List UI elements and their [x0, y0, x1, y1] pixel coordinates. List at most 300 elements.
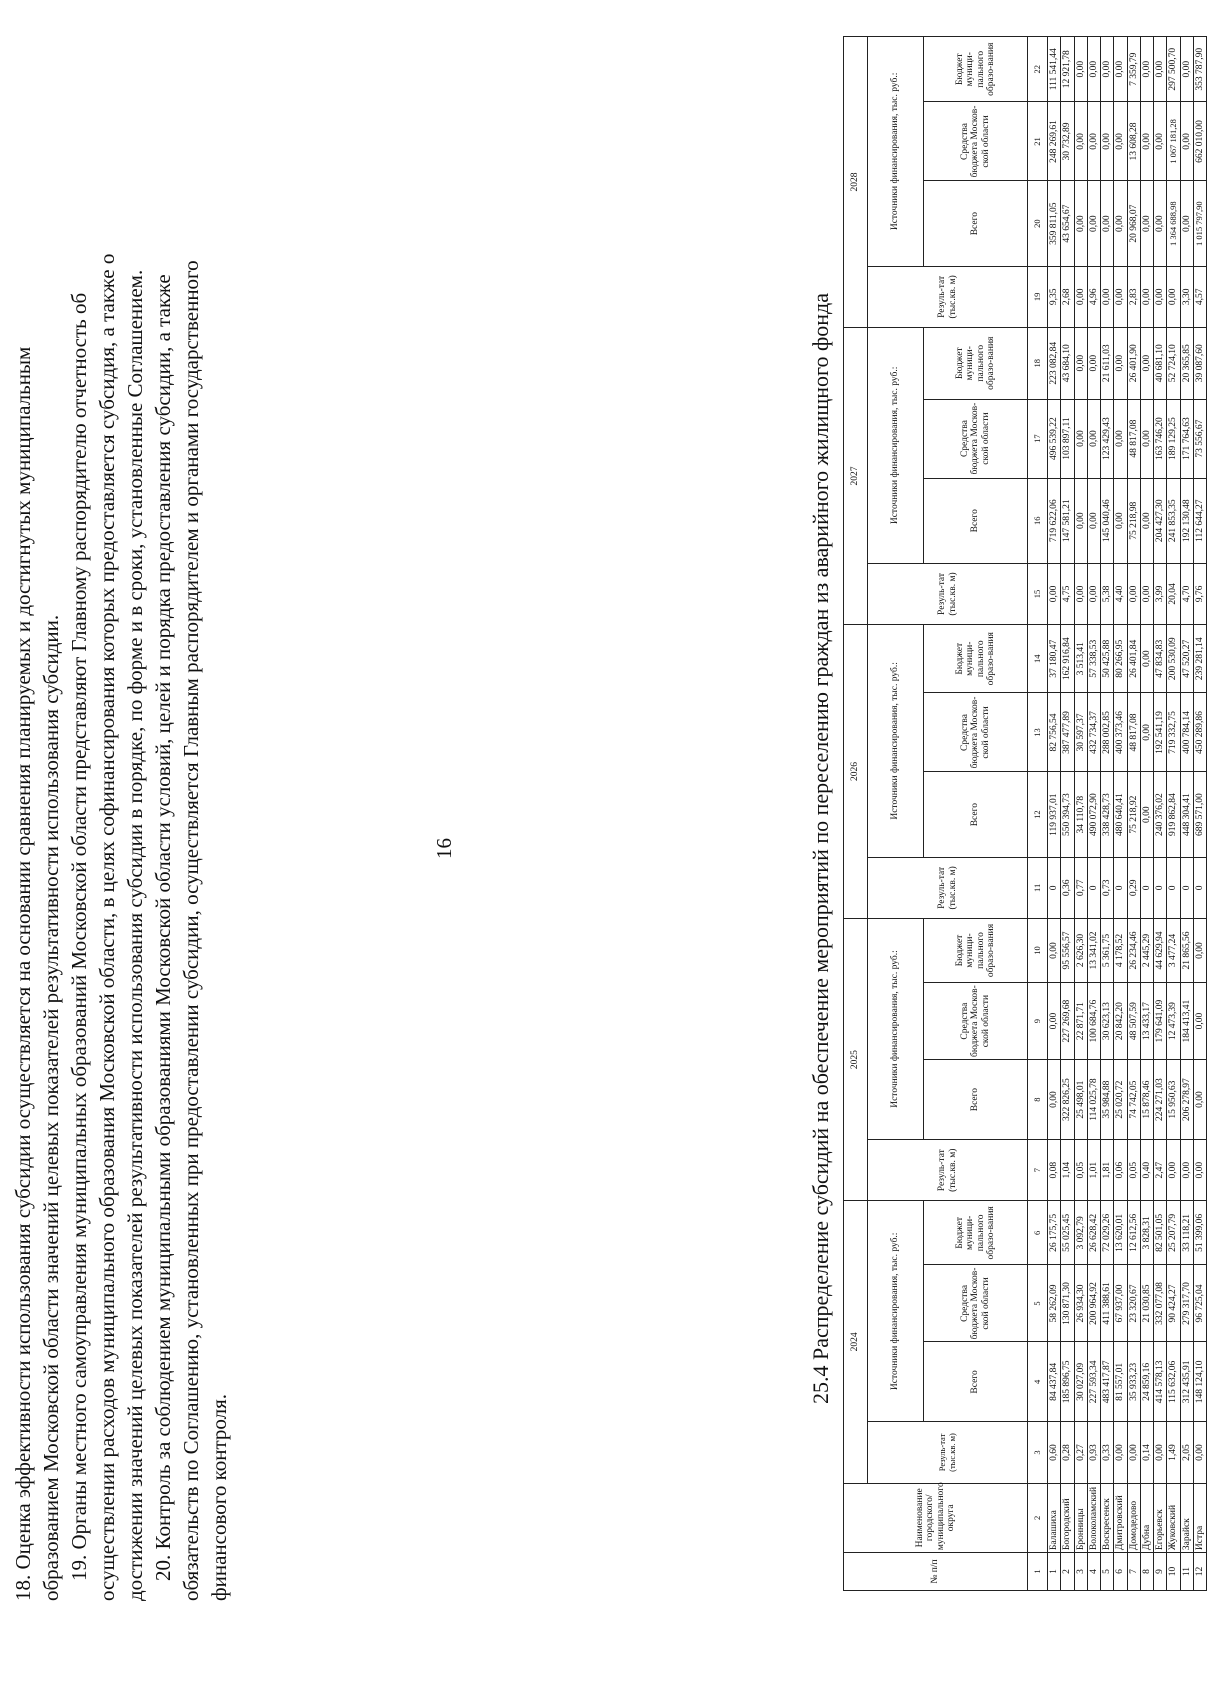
row-no: 11 — [1180, 1553, 1193, 1591]
table-cell: 52 724,10 — [1167, 327, 1180, 399]
table-cell: 15 950,63 — [1167, 1060, 1180, 1140]
table-cell: 0,00 — [1154, 1422, 1167, 1483]
table-cell: 353 787,90 — [1193, 37, 1206, 102]
table-cell: 0,00 — [1114, 399, 1127, 478]
row-no: 12 — [1193, 1553, 1206, 1591]
header-sources: Источники финансирования, тыс. руб.: — [868, 918, 924, 1139]
table-cell: 448 304,41 — [1180, 772, 1193, 857]
table-cell: 35 933,23 — [1127, 1342, 1140, 1422]
row-name: Балашиха — [1048, 1483, 1061, 1553]
row-name: Воскресенск — [1101, 1483, 1114, 1553]
table-cell: 3 092,79 — [1074, 1201, 1087, 1265]
table-cell: 189 129,25 — [1167, 399, 1180, 478]
table-cell: 0,14 — [1140, 1422, 1153, 1483]
column-number: 10 — [1028, 918, 1048, 982]
table-cell: 2,05 — [1180, 1422, 1193, 1483]
table-cell: 0,00 — [1127, 1422, 1140, 1483]
table-cell: 26 628,42 — [1087, 1201, 1100, 1265]
header-region-budget: Средства бюджета Москов-ской области — [924, 983, 1028, 1060]
table-cell: 0,00 — [1167, 266, 1180, 327]
column-number: 1 — [1028, 1553, 1048, 1591]
table-cell: 1 067 181,28 — [1167, 102, 1180, 181]
row-name: Бронницы — [1074, 1483, 1087, 1553]
column-number: 8 — [1028, 1060, 1048, 1140]
table-cell: 37 180,47 — [1048, 624, 1061, 692]
table-cell: 0,00 — [1140, 181, 1153, 266]
table-cell: 387 477,89 — [1061, 693, 1074, 772]
row-no: 7 — [1127, 1553, 1140, 1591]
table-cell: 148 124,10 — [1193, 1342, 1206, 1422]
table-cell: 0,36 — [1061, 857, 1074, 918]
table-cell: 0,00 — [1193, 1140, 1206, 1201]
table-cell: 43 684,10 — [1061, 327, 1074, 399]
header-region-budget: Средства бюджета Москов-ской области — [924, 102, 1028, 181]
table-cell: 20 968,07 — [1127, 181, 1140, 266]
table-cell: 33 118,21 — [1180, 1201, 1193, 1265]
table-cell: 123 429,43 — [1101, 399, 1114, 478]
table-cell: 206 278,97 — [1180, 1060, 1193, 1140]
table-cell: 57 338,53 — [1087, 624, 1100, 692]
column-number: 7 — [1028, 1140, 1048, 1201]
table-cell: 13 341,02 — [1087, 918, 1100, 982]
header-total: Всего — [924, 1060, 1028, 1140]
table-cell: 239 281,14 — [1193, 624, 1206, 692]
table-cell: 400 373,46 — [1114, 693, 1127, 772]
table-cell: 0,00 — [1140, 102, 1153, 181]
table-cell: 1,04 — [1061, 1140, 1074, 1201]
table-row — [1180, 37, 1193, 1591]
table-cell: 5 361,75 — [1101, 918, 1114, 982]
table-cell: 0,05 — [1074, 1140, 1087, 1201]
table-cell: 40 681,10 — [1154, 327, 1167, 399]
subsidy-distribution-table — [843, 36, 1207, 1591]
table-cell: 0,05 — [1127, 1140, 1140, 1201]
table-cell: 0,00 — [1048, 563, 1061, 624]
table-row — [1154, 37, 1167, 1591]
table-cell: 0,00 — [1180, 181, 1193, 266]
column-number: 5 — [1028, 1265, 1048, 1342]
table-cell: 20 842,20 — [1114, 983, 1127, 1060]
column-number: 18 — [1028, 327, 1048, 399]
row-name: Дмитровский — [1114, 1483, 1127, 1553]
table-cell: 0,06 — [1114, 1140, 1127, 1201]
table-cell: 919 862,84 — [1167, 772, 1180, 857]
row-no: 2 — [1061, 1553, 1074, 1591]
table-cell: 359 811,05 — [1048, 181, 1061, 266]
table-cell: 411 388,61 — [1101, 1265, 1114, 1342]
row-name: Зарайск — [1180, 1483, 1193, 1553]
table-cell: 223 082,84 — [1048, 327, 1061, 399]
table-cell: 103 897,11 — [1061, 399, 1074, 478]
table-cell: 12 473,39 — [1167, 983, 1180, 1060]
table-cell: 84 437,84 — [1048, 1342, 1061, 1422]
row-name: Богородский — [1061, 1483, 1074, 1553]
table-cell: 0,00 — [1114, 1422, 1127, 1483]
table-cell: 2 445,29 — [1140, 918, 1153, 982]
header-region-budget: Средства бюджета Москов-ской области — [924, 399, 1028, 478]
table-row — [1101, 37, 1114, 1591]
table-cell: 2,47 — [1154, 1140, 1167, 1201]
table-cell: 0 — [1193, 857, 1206, 918]
table-cell: 147 581,21 — [1061, 478, 1074, 563]
table-cell: 0,00 — [1154, 266, 1167, 327]
row-no: 4 — [1087, 1553, 1100, 1591]
table-cell: 0,93 — [1087, 1422, 1100, 1483]
table-cell: 550 394,73 — [1061, 772, 1074, 857]
header-total: Всего — [924, 478, 1028, 563]
table-cell: 26 175,75 — [1048, 1201, 1061, 1265]
header-year: 2027 — [844, 327, 868, 624]
header-result: Резуль-тат (тыс.кв. м) — [868, 1140, 1028, 1201]
table-cell: 288 002,85 — [1101, 693, 1114, 772]
table-cell: 185 896,75 — [1061, 1342, 1074, 1422]
column-number: 11 — [1028, 857, 1048, 918]
table-cell: 0,00 — [1101, 102, 1114, 181]
column-number: 13 — [1028, 693, 1048, 772]
table-cell: 0 — [1140, 857, 1153, 918]
column-number: 3 — [1028, 1422, 1048, 1483]
paragraph-19-line-1: 19. Органы местного самоуправления муниципальных образований Московской области представляют Главному распорядителю отчетность об — [67, 292, 91, 1581]
table-cell: 48 507,59 — [1127, 983, 1140, 1060]
column-number: 21 — [1028, 102, 1048, 181]
table-cell: 200 530,09 — [1167, 624, 1180, 692]
row-no: 8 — [1140, 1553, 1153, 1591]
table-cell: 0,00 — [1074, 37, 1087, 102]
table-cell: 0,00 — [1114, 102, 1127, 181]
section-title: 25.4 Распределение субсидий на обеспечение мероприятий по переселению граждан из аварийного жилищного фонда — [808, 293, 833, 1404]
table-cell: 130 871,30 — [1061, 1265, 1074, 1342]
table-cell: 4,96 — [1087, 266, 1100, 327]
table-cell: 26 234,46 — [1127, 918, 1140, 982]
header-name: Наименование городского/ муниципального округа — [844, 1483, 1028, 1553]
table-cell: 0,33 — [1101, 1422, 1114, 1483]
table-cell: 1 364 688,98 — [1167, 181, 1180, 266]
row-name: Домодедово — [1127, 1483, 1140, 1553]
header-sources: Источники финансирования, тыс. руб.: — [868, 1201, 924, 1422]
table-cell: 111 541,44 — [1048, 37, 1061, 102]
table-cell: 4,70 — [1180, 563, 1193, 624]
table-cell: 1 015 797,90 — [1193, 181, 1206, 266]
column-number: 17 — [1028, 399, 1048, 478]
table-cell: 0 — [1154, 857, 1167, 918]
table-cell: 47 834,83 — [1154, 624, 1167, 692]
table-cell: 82 756,54 — [1048, 693, 1061, 772]
header-region-budget: Средства бюджета Москов-ской области — [924, 693, 1028, 772]
header-municipal-budget: Бюджет муници-пального образо-вания — [924, 624, 1028, 692]
table-cell: 192 130,48 — [1180, 478, 1193, 563]
table-cell: 332 077,08 — [1154, 1265, 1167, 1342]
table-cell: 227 593,34 — [1087, 1342, 1100, 1422]
table-cell: 662 010,00 — [1193, 102, 1206, 181]
table-cell: 75 218,98 — [1127, 478, 1140, 563]
table-cell: 47 520,27 — [1180, 624, 1193, 692]
table-cell: 338 428,73 — [1101, 772, 1114, 857]
table-cell: 162 916,84 — [1061, 624, 1074, 692]
header-municipal-budget: Бюджет муници-пального образо-вания — [924, 918, 1028, 982]
table-cell: 82 501,05 — [1154, 1201, 1167, 1265]
table-cell: 145 040,46 — [1101, 478, 1114, 563]
table-row — [1167, 37, 1180, 1591]
table-cell: 0,00 — [1074, 478, 1087, 563]
table-cell: 3 513,41 — [1074, 624, 1087, 692]
table-cell: 312 435,91 — [1180, 1342, 1193, 1422]
column-number: 2 — [1028, 1483, 1048, 1553]
table-cell: 0,00 — [1154, 37, 1167, 102]
column-number: 14 — [1028, 624, 1048, 692]
table-row — [1140, 37, 1153, 1591]
table-cell: 171 764,63 — [1180, 399, 1193, 478]
table-cell: 0,00 — [1087, 102, 1100, 181]
row-name: Егорьевск — [1154, 1483, 1167, 1553]
table-cell: 689 571,00 — [1193, 772, 1206, 857]
table-cell: 0,00 — [1167, 1140, 1180, 1201]
header-region-budget: Средства бюджета Москов-ской области — [924, 1265, 1028, 1342]
header-result: Резуль-тат (тыс.кв. м) — [868, 857, 1028, 918]
table-cell: 50 425,88 — [1101, 624, 1114, 692]
row-name: Жуковский — [1167, 1483, 1180, 1553]
table-cell: 0,00 — [1193, 1422, 1206, 1483]
table-cell: 39 087,60 — [1193, 327, 1206, 399]
table-cell: 192 541,19 — [1154, 693, 1167, 772]
header-municipal-budget: Бюджет муници-пального образо-вания — [924, 37, 1028, 102]
row-no: 5 — [1101, 1553, 1114, 1591]
table-cell: 163 746,20 — [1154, 399, 1167, 478]
table-cell: 30 597,37 — [1074, 693, 1087, 772]
table-cell: 0,00 — [1154, 181, 1167, 266]
table-cell: 0,00 — [1140, 266, 1153, 327]
table-cell: 0,00 — [1114, 266, 1127, 327]
table-cell: 0,27 — [1074, 1422, 1087, 1483]
column-number: 16 — [1028, 478, 1048, 563]
table-cell: 483 417,87 — [1101, 1342, 1114, 1422]
table-cell: 25 207,79 — [1167, 1201, 1180, 1265]
table-cell: 7 359,79 — [1127, 37, 1140, 102]
table-cell: 0 — [1180, 857, 1193, 918]
table-header — [844, 37, 1048, 1591]
page-number: 16 — [432, 838, 456, 859]
column-number: 12 — [1028, 772, 1048, 857]
table-cell: 3 828,31 — [1140, 1201, 1153, 1265]
table-cell: 0,00 — [1193, 983, 1206, 1060]
table-cell: 114 025,78 — [1087, 1060, 1100, 1140]
header-result: Резуль-тат (тыс.кв. м) — [868, 1422, 1028, 1483]
table-cell: 0,60 — [1048, 1422, 1061, 1483]
table-cell: 25 498,01 — [1074, 1060, 1087, 1140]
table-cell: 26 401,90 — [1127, 327, 1140, 399]
paragraph-18-line-1: 18. Оценка эффективности использования субсидии осуществляется на основании сравнения планируемых и достигнутых муниципальным — [11, 346, 35, 1601]
table-cell: 95 556,57 — [1061, 918, 1074, 982]
column-number: 15 — [1028, 563, 1048, 624]
table-cell: 0,00 — [1074, 266, 1087, 327]
table-cell: 35 984,88 — [1101, 1060, 1114, 1140]
table-cell: 90 424,27 — [1167, 1265, 1180, 1342]
table-cell: 100 684,76 — [1087, 983, 1100, 1060]
table-cell: 48 817,08 — [1127, 693, 1140, 772]
table-cell: 24 859,16 — [1140, 1342, 1153, 1422]
table-cell: 0,00 — [1180, 102, 1193, 181]
table-cell: 0,00 — [1087, 181, 1100, 266]
table-cell: 400 784,14 — [1180, 693, 1193, 772]
header-total: Всего — [924, 181, 1028, 266]
table-cell: 0,00 — [1140, 772, 1153, 857]
table-cell: 297 500,70 — [1167, 37, 1180, 102]
table-cell: 3,99 — [1154, 563, 1167, 624]
table-cell: 0,28 — [1061, 1422, 1074, 1483]
table-cell: 224 271,03 — [1154, 1060, 1167, 1140]
header-municipal-budget: Бюджет муници-пального образо-вания — [924, 327, 1028, 399]
table-cell: 248 269,61 — [1048, 102, 1061, 181]
table-cell: 0 — [1087, 857, 1100, 918]
table-cell: 0,00 — [1193, 1060, 1206, 1140]
table-cell: 204 427,30 — [1154, 478, 1167, 563]
table-cell: 0,00 — [1140, 478, 1153, 563]
table-cell: 0,00 — [1114, 37, 1127, 102]
table-cell: 3 477,24 — [1167, 918, 1180, 982]
table-cell: 0,00 — [1140, 399, 1153, 478]
table-cell: 322 826,25 — [1061, 1060, 1074, 1140]
table-cell: 0,00 — [1101, 181, 1114, 266]
header-result: Резуль-тат (тыс.кв. м) — [868, 563, 1028, 624]
table-cell: 2,83 — [1127, 266, 1140, 327]
table-cell: 0,00 — [1087, 37, 1100, 102]
paragraph-20-line-2: обязательств по Соглашению, установленных при предоставлении субсидии, осуществляется Главным распорядителем и органами государственного — [179, 260, 203, 1601]
table-cell: 1,81 — [1101, 1140, 1114, 1201]
table-cell: 115 632,06 — [1167, 1342, 1180, 1422]
table-cell: 241 853,35 — [1167, 478, 1180, 563]
column-number: 4 — [1028, 1342, 1048, 1422]
header-no: № п/п — [844, 1553, 1028, 1591]
table-cell: 200 964,92 — [1087, 1265, 1100, 1342]
table-cell: 0,00 — [1140, 563, 1153, 624]
table-cell: 0,00 — [1180, 37, 1193, 102]
table-cell: 480 640,41 — [1114, 772, 1127, 857]
row-no: 6 — [1114, 1553, 1127, 1591]
table-cell: 1,49 — [1167, 1422, 1180, 1483]
table-cell: 30 623,13 — [1101, 983, 1114, 1060]
table-cell: 2,68 — [1061, 266, 1074, 327]
table-cell: 719 332,75 — [1167, 693, 1180, 772]
paragraph-19-line-2: осуществлении расходов муниципального образования Московской области, в целях софинансирования которых предоставляется субсидия, а также о — [95, 253, 119, 1601]
table-cell: 12 921,78 — [1061, 37, 1074, 102]
table-cell: 21 865,56 — [1180, 918, 1193, 982]
table-cell: 0,00 — [1101, 266, 1114, 327]
table-cell: 179 641,09 — [1154, 983, 1167, 1060]
table-cell: 450 289,86 — [1193, 693, 1206, 772]
table-row — [1127, 37, 1140, 1591]
row-no: 3 — [1074, 1553, 1087, 1591]
table-cell: 21 030,85 — [1140, 1265, 1153, 1342]
table-cell: 0,40 — [1140, 1140, 1153, 1201]
row-name: Дубна — [1140, 1483, 1153, 1553]
header-sources: Источники финансирования, тыс. руб.: — [868, 37, 924, 267]
table-cell: 81 557,01 — [1114, 1342, 1127, 1422]
paragraph-19-line-3: достижении значений целевых показателей результативности использования субсидии в порядке, по форме и в сроки, установленные Соглашением. — [123, 269, 147, 1601]
table-cell: 9,35 — [1048, 266, 1061, 327]
table-cell: 67 937,00 — [1114, 1265, 1127, 1342]
table-cell: 0,00 — [1087, 399, 1100, 478]
table-body — [1048, 37, 1207, 1591]
table-cell: 0,00 — [1114, 181, 1127, 266]
row-name: Волоколамский — [1087, 1483, 1100, 1553]
table-cell: 20 365,85 — [1180, 327, 1193, 399]
table-cell: 34 110,78 — [1074, 772, 1087, 857]
table-cell: 58 262,09 — [1048, 1265, 1061, 1342]
table-cell: 0,00 — [1180, 1140, 1193, 1201]
table-cell: 22 871,71 — [1074, 983, 1087, 1060]
table-cell: 719 622,06 — [1048, 478, 1061, 563]
table-cell: 13 608,28 — [1127, 102, 1140, 181]
table-cell: 0,00 — [1074, 327, 1087, 399]
table-cell: 0 — [1048, 857, 1061, 918]
table-cell: 1,01 — [1087, 1140, 1100, 1201]
table-cell: 0,00 — [1140, 37, 1153, 102]
table-cell: 0,00 — [1140, 693, 1153, 772]
table-cell: 4 178,52 — [1114, 918, 1127, 982]
header-municipal-budget: Бюджет муници-пального образо-вания — [924, 1201, 1028, 1265]
table-cell: 75 218,92 — [1127, 772, 1140, 857]
table-cell: 21 611,03 — [1101, 327, 1114, 399]
table-cell: 13 620,01 — [1114, 1201, 1127, 1265]
table-cell: 0,00 — [1048, 918, 1061, 982]
header-sources: Источники финансирования, тыс. руб.: — [868, 624, 924, 857]
table-cell: 184 413,41 — [1180, 983, 1193, 1060]
table-row — [1087, 37, 1100, 1591]
table-cell: 72 029,26 — [1101, 1201, 1114, 1265]
table-cell: 227 269,68 — [1061, 983, 1074, 1060]
table-cell: 0 — [1114, 857, 1127, 918]
table-cell: 0,08 — [1048, 1140, 1061, 1201]
table-cell: 3,30 — [1180, 266, 1193, 327]
paragraph-20-line-1: 20. Контроль за соблюдением муниципальными образованиями Московской области условий, целей и порядка предоставления субсидии, а также — [151, 274, 175, 1581]
table-cell: 96 725,04 — [1193, 1265, 1206, 1342]
table-cell: 51 399,06 — [1193, 1201, 1206, 1265]
table-cell: 0,77 — [1074, 857, 1087, 918]
table-cell: 0,00 — [1048, 1060, 1061, 1140]
table-cell: 0,00 — [1087, 478, 1100, 563]
table-cell: 0,00 — [1140, 327, 1153, 399]
header-total: Всего — [924, 772, 1028, 857]
table-cell: 279 317,70 — [1180, 1265, 1193, 1342]
table-cell: 4,57 — [1193, 266, 1206, 327]
table-cell: 0,73 — [1101, 857, 1114, 918]
table-cell: 0,00 — [1114, 327, 1127, 399]
table-cell: 44 629,94 — [1154, 918, 1167, 982]
table-cell: 55 025,45 — [1061, 1201, 1074, 1265]
header-sources: Источники финансирования, тыс. руб.: — [868, 327, 924, 563]
table-cell: 0,00 — [1074, 563, 1087, 624]
table-cell: 0,00 — [1101, 37, 1114, 102]
table-cell: 0 — [1167, 857, 1180, 918]
header-result: Резуль-тат (тыс.кв. м) — [868, 266, 1028, 327]
table-cell: 0,00 — [1087, 563, 1100, 624]
table-cell: 0,00 — [1140, 624, 1153, 692]
row-no: 9 — [1154, 1553, 1167, 1591]
table-cell: 112 644,27 — [1193, 478, 1206, 563]
table-cell: 0,00 — [1127, 563, 1140, 624]
table-cell: 26 934,30 — [1074, 1265, 1087, 1342]
table-cell: 9,76 — [1193, 563, 1206, 624]
table-row — [1193, 37, 1206, 1591]
table-cell: 4,40 — [1114, 563, 1127, 624]
table-cell: 414 578,13 — [1154, 1342, 1167, 1422]
table-cell: 0,00 — [1114, 478, 1127, 563]
table-cell: 23 320,67 — [1127, 1265, 1140, 1342]
header-total: Всего — [924, 1342, 1028, 1422]
table-cell: 15 878,46 — [1140, 1060, 1153, 1140]
table-cell: 4,75 — [1061, 563, 1074, 624]
table-cell: 25 020,72 — [1114, 1060, 1127, 1140]
header-year: 2025 — [844, 918, 868, 1200]
